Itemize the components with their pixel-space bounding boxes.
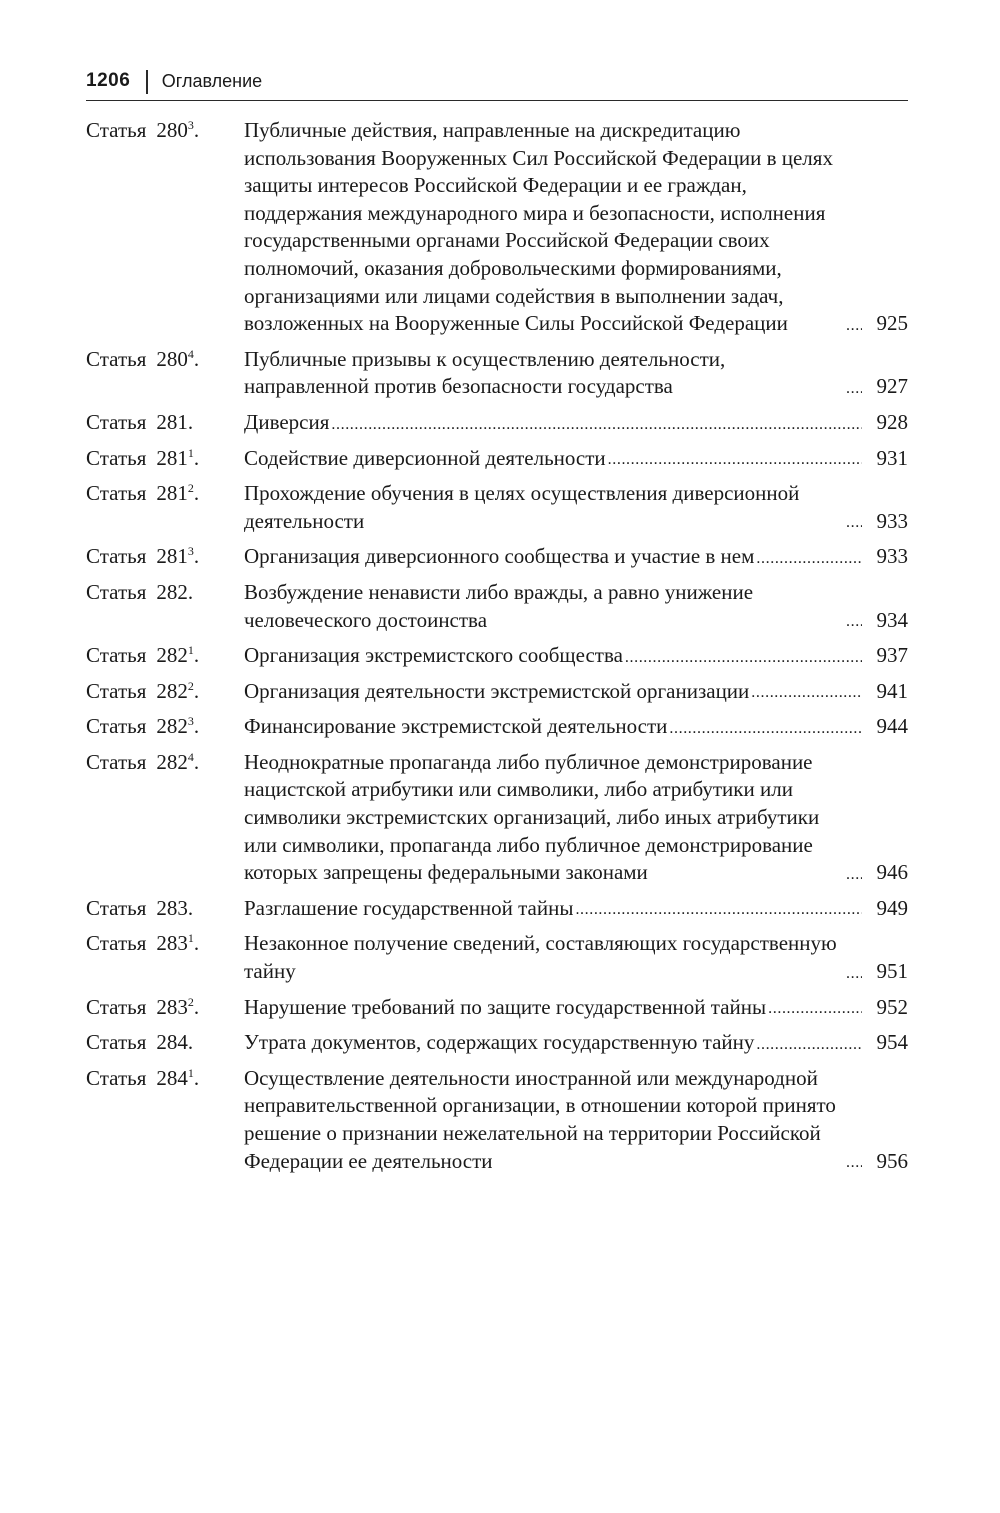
article-superscript: 1 <box>187 931 194 946</box>
article-label: Статья $283^1$. <box>86 931 200 956</box>
entry-page-number: 949 <box>876 895 908 920</box>
article-label: Статья $281^2$. <box>86 481 200 506</box>
article-word: Статья <box>86 643 147 668</box>
article-superscript: 2 <box>187 994 194 1009</box>
entry-title: Утрата документов, содержащих государственную тайну <box>244 1030 755 1055</box>
article-number: 283 <box>156 931 188 956</box>
entry-title: Незаконное получение сведений, составляющих государственную тайну <box>244 931 837 984</box>
article-superscript: 1 <box>187 445 194 460</box>
entry-body <box>244 713 908 741</box>
header-separator <box>146 70 148 94</box>
article-number: 280 <box>156 346 188 371</box>
entry-title: Организация деятельности экстремистской организации <box>244 678 750 703</box>
dot-leader <box>846 508 862 536</box>
toc-entry[interactable] <box>86 678 908 706</box>
entry-title: Финансирование экстремистской деятельности <box>244 714 668 739</box>
article-superscript: 3 <box>187 118 194 132</box>
table-of-contents <box>86 117 908 1183</box>
dot-leader <box>608 445 862 473</box>
entry-body <box>244 480 908 535</box>
dot-leader <box>768 994 862 1022</box>
article-label: Статья 281. <box>86 409 194 434</box>
article-superscript: 4 <box>187 346 194 361</box>
entry-title: Организация экстремистского сообщества <box>244 643 623 668</box>
entry-body <box>244 346 908 401</box>
entry-title: Нарушение требований по защите государственной тайны <box>244 994 767 1019</box>
dot-leader <box>846 373 862 401</box>
toc-entry[interactable] <box>86 930 908 985</box>
article-number: 281 <box>156 544 188 569</box>
entry-title: Публичные призывы к осуществлению деятельности, направленной против безопасности государства <box>244 346 726 399</box>
article-label: Статья $281^1$. <box>86 445 200 470</box>
entry-body <box>244 895 908 923</box>
dot-leader <box>575 895 862 923</box>
toc-entry[interactable] <box>86 409 908 437</box>
article-word: Статья <box>86 714 147 739</box>
article-word: Статья <box>86 346 147 371</box>
article-label: Статья $281^3$. <box>86 544 200 569</box>
article-number: 281 <box>156 481 188 506</box>
article-superscript: 3 <box>187 544 194 559</box>
entry-page-number: 927 <box>876 374 908 399</box>
entry-page-number: 933 <box>876 508 908 533</box>
article-label: Статья $283^2$. <box>86 994 200 1019</box>
entry-body <box>244 1065 908 1175</box>
toc-entry[interactable] <box>86 1029 908 1057</box>
entry-title: Осуществление деятельности иностранной или международной неправительственной организации, в отношении которой принято решение о признании нежелательной на территории Российской Федерации ее деятельности <box>244 1065 836 1173</box>
article-number: 282 <box>156 579 188 604</box>
toc-entry[interactable] <box>86 543 908 571</box>
article-label: Статья $282^1$. <box>86 643 200 668</box>
dot-leader <box>846 310 862 338</box>
article-number: 282 <box>156 678 188 703</box>
dot-leader <box>756 1029 862 1057</box>
article-superscript: 3 <box>187 714 194 729</box>
toc-entry[interactable] <box>86 445 908 473</box>
article-superscript: 2 <box>187 678 194 693</box>
article-number: 281 <box>156 445 188 470</box>
dot-leader <box>846 958 862 986</box>
entry-title: Организация диверсионного сообщества и участие в нем <box>244 544 755 569</box>
entry-page-number: 956 <box>876 1148 908 1173</box>
toc-entry[interactable] <box>86 642 908 670</box>
dot-leader <box>846 607 862 635</box>
article-word: Статья <box>86 895 147 920</box>
article-word: Статья <box>86 445 147 470</box>
entry-body <box>244 642 908 670</box>
dot-leader <box>756 543 862 571</box>
entry-title: Публичные действия, направленные на дискредитацию использования Вооруженных Сил Российской Федерации в целях защиты интересов Российской Федерации и ее граждан, поддержания международного мира и безопасности, исполнения государственными органами Российской Федерации своих полномочий, оказания добровольческими формированиями, организациями или лицами содействия в выполнении задач, возложенных на Вооруженные Силы Российской Федерации <box>244 118 833 336</box>
article-word: Статья <box>86 579 147 604</box>
article-word: Статья <box>86 544 147 569</box>
entry-title: Возбуждение ненависти либо вражды, а равно унижение человеческого достоинства <box>244 579 754 632</box>
article-label: Статья 284. <box>86 1030 194 1055</box>
toc-entry[interactable] <box>86 994 908 1022</box>
article-word: Статья <box>86 749 147 774</box>
entry-title: Диверсия <box>244 409 330 434</box>
article-number: 284 <box>156 1030 188 1055</box>
dot-leader <box>625 642 862 670</box>
article-word: Статья <box>86 1065 147 1090</box>
dot-leader <box>846 859 862 887</box>
toc-entry[interactable] <box>86 579 908 634</box>
dot-leader <box>331 409 862 437</box>
entry-page-number: 933 <box>876 544 908 569</box>
entry-page-number: 925 <box>876 311 908 336</box>
entry-page-number: 941 <box>876 678 908 703</box>
entry-page-number: 946 <box>876 860 908 885</box>
entry-page-number: 951 <box>876 959 908 984</box>
article-label: Статья $282^2$. <box>86 678 200 703</box>
entry-page-number: 934 <box>876 607 908 632</box>
toc-entry[interactable] <box>86 117 908 338</box>
dot-leader <box>669 713 862 741</box>
page-number: 1206 <box>86 70 131 91</box>
entry-title: Содействие диверсионной деятельности <box>244 445 606 470</box>
entry-title: Разглашение государственной тайны <box>244 895 574 920</box>
toc-entry[interactable] <box>86 713 908 741</box>
article-superscript: 1 <box>187 1065 194 1080</box>
entry-page-number: 954 <box>876 1030 908 1055</box>
running-title: Оглавление <box>161 71 263 91</box>
entry-body <box>244 678 908 706</box>
article-label: Статья $280^4$. <box>86 346 200 371</box>
entry-body <box>244 994 908 1022</box>
toc-entry[interactable] <box>86 1065 908 1175</box>
article-superscript: 1 <box>187 643 194 658</box>
entry-body <box>244 117 908 338</box>
entry-body <box>244 543 908 571</box>
article-number: 282 <box>156 749 188 774</box>
article-label: Статья $284^1$. <box>86 1065 200 1090</box>
article-superscript: 4 <box>187 749 194 764</box>
article-word: Статья <box>86 1030 147 1055</box>
article-label: Статья 283. <box>86 895 194 920</box>
entry-body <box>244 749 908 887</box>
article-number: 284 <box>156 1065 188 1090</box>
dot-leader <box>846 1148 862 1176</box>
entry-body <box>244 1029 908 1057</box>
entry-page-number: 931 <box>876 445 908 470</box>
article-word: Статья <box>86 994 147 1019</box>
entry-body <box>244 579 908 634</box>
article-label: Статья 282. <box>86 579 194 604</box>
entry-page-number: 937 <box>876 643 908 668</box>
article-number: 283 <box>156 994 188 1019</box>
article-label: Статья $282^4$. <box>86 749 200 774</box>
article-superscript: 2 <box>187 481 194 496</box>
entry-body <box>244 445 908 473</box>
entry-body <box>244 409 908 437</box>
running-header <box>86 66 908 101</box>
entry-body <box>244 930 908 985</box>
toc-entry[interactable] <box>86 480 908 535</box>
article-label: Статья $282^3$. <box>86 714 200 739</box>
article-word: Статья <box>86 931 147 956</box>
dot-leader <box>751 678 862 706</box>
toc-entry[interactable] <box>86 895 908 923</box>
article-number: 283 <box>156 895 188 920</box>
entry-page-number: 952 <box>876 994 908 1019</box>
article-word: Статья <box>86 678 147 703</box>
toc-entry[interactable] <box>86 346 908 401</box>
article-number: 281 <box>156 409 188 434</box>
article-number: 282 <box>156 714 188 739</box>
article-label: Статья $280^3$. <box>86 118 200 142</box>
article-number: 280 <box>156 118 188 142</box>
entry-page-number: 944 <box>876 714 908 739</box>
entry-page-number: 928 <box>876 409 908 434</box>
article-word: Статья <box>86 481 147 506</box>
article-number: 282 <box>156 643 188 668</box>
entry-title: Неоднократные пропаганда либо публичное демонстрирование нацистской атрибутики или символики, либо атрибутики или символики экстремистских организаций, либо иных атрибутики или символики, пропаганда либо публичное демонстрирование которых запрещены федеральными законами <box>244 749 820 885</box>
article-word: Статья <box>86 118 147 142</box>
toc-entry[interactable] <box>86 749 908 887</box>
article-word: Статья <box>86 409 147 434</box>
entry-title: Прохождение обучения в целях осуществления диверсионной деятельности <box>244 481 800 533</box>
